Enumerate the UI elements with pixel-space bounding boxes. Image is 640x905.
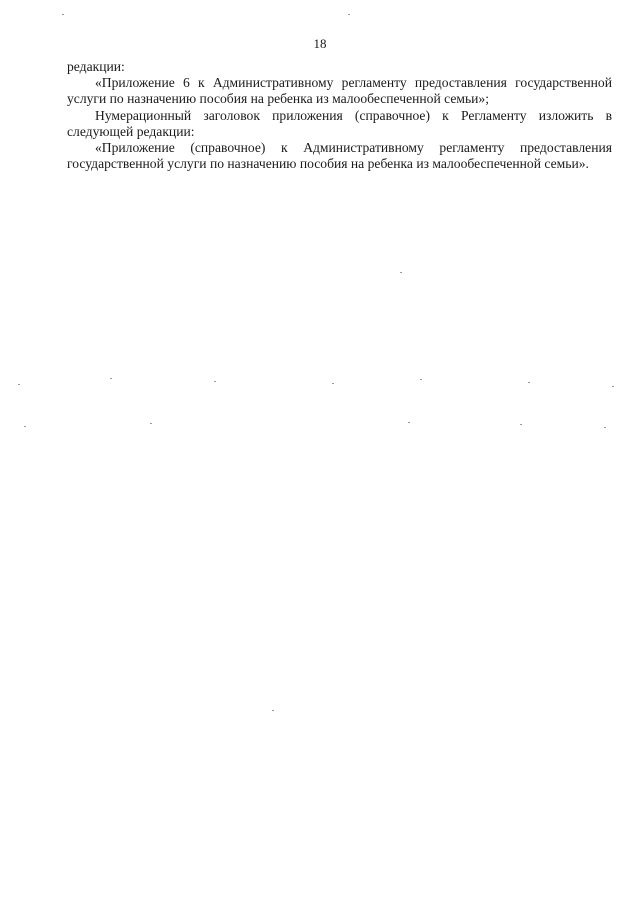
scan-speck: [348, 14, 350, 15]
scan-speck: [520, 424, 522, 425]
scan-speck: [272, 710, 274, 711]
scan-speck: [110, 378, 112, 379]
paragraph-instruction: Нумерационный заголовок приложения (справочное) к Регламенту изложить в следующей редакции:: [67, 107, 612, 139]
body-text: [67, 59, 612, 172]
scan-speck: [62, 14, 64, 15]
scan-speck: [400, 272, 402, 273]
paragraph-appendix-6-title: «Приложение 6 к Административному регламенту предоставления государственной услуги по назначению пособия на ребенка из малообеспеченной семьи»;: [67, 75, 612, 107]
page-number: 18: [313, 36, 327, 51]
paragraph-continuation: редакции:: [67, 59, 125, 74]
scan-speck: [24, 426, 26, 427]
scan-speck: [332, 383, 334, 384]
scan-speck: [150, 423, 152, 424]
scan-speck: [612, 386, 614, 387]
scan-speck: [408, 422, 410, 423]
scan-speck: [604, 427, 606, 428]
scan-speck: [420, 379, 422, 380]
scan-speck: [528, 382, 530, 383]
paragraph-reference-appendix-title: «Приложение (справочное) к Административному регламенту предоставления государственной услуги по назначению пособия на ребенка из малообеспеченной семьи».: [67, 140, 612, 172]
scan-speck: [18, 384, 20, 385]
scan-speck: [214, 381, 216, 382]
